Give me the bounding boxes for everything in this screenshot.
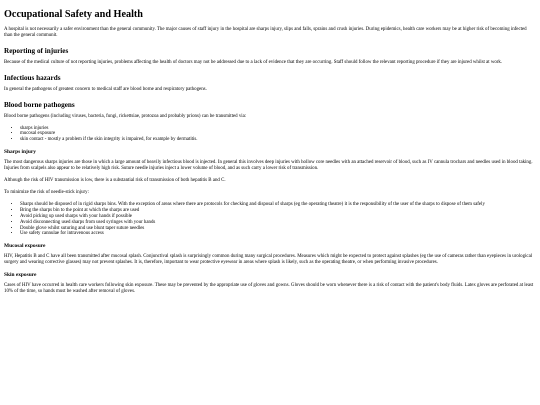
bloodborne-paragraph: Blood borne pathogens (including viruses, bacteria, fungi, rickettsiae, protozoa and probably prions) can be transmitted via: [4,113,247,119]
section-heading-bloodborne: Blood borne pathogens [4,100,75,109]
bloodborne-list [4,126,536,144]
list-item: • Use safety cannulae for intravenous access [20,231,536,237]
list-item: • Avoid picking up used sharps with your hands if possible [20,214,536,220]
skin-paragraph: Cases of HIV have occurred in health care workers following skin exposure. These may be prevented by the appropriate use of gloves and gowns. Gloves should be worn whenever there is a risk of contact with the patient's body fluids. Latex gloves are perforated at least 10% of the time, so hands must be washed after removal of gloves. [4,283,534,295]
sharps-paragraph-2: Although the risk of HIV transmission is low, there is a substantial risk of transmission of both hepatitis B and C. [4,178,226,184]
list-item: • mucosal exposure [20,131,536,137]
list-item: • Avoid disconnecting used sharps from used syringes with your hands [20,220,536,226]
reporting-paragraph: Because of the medical culture of not reporting injuries, problems affecting the health of doctors may not be addressed due to a lack of evidence that they are occurring. Staff should follow the relevant reporting procedure if they are injured whilst at work. [4,59,503,65]
page-title: Occupational Safety and Health [4,9,143,20]
list-item: • Sharps should be disposed of in rigid sharps bins. With the exception of areas where there are protocols for checking and disposal of sharps (eg the operating theatre) it is the responsibility of the user of the sharps to dispose of them safely [20,202,536,208]
intro-paragraph: A hospital is not necessarily a safer environment than the general community. The major causes of staff injury in the hospital are sharps injury, slips and falls, sprains and crush injuries. During epidemics, health care workers may be at higher risk of becoming infected than the general communit. [4,27,527,38]
sharps-list [4,202,536,237]
list-item: • Double glove whilst suturing and use blunt taper suture needles [20,226,536,232]
list-item: • sharps injuries [20,126,536,132]
section-heading-infectious: Infectious hazards [4,73,61,82]
section-heading-reporting: Reporting of injuries [4,46,69,55]
list-item: • skin contact - mostly a problem if the skin integrity is impaired, for example by dermatitis. [20,137,536,143]
subsection-heading-skin: Skin exposure [4,272,37,279]
mucosal-paragraph: HIV, Hepatitis B and C have all been transmitted after mucosal splash. Conjunctival splash is surprisingly common during many surgical procedures. Measures which might be expected to protect against splashes (eg the use of cameras rather than eyepieces in urological surgery and wearing corrective glasses) may not prevent splashes. It is, therefore, important to wear protective eyewear in areas where splash is likely, such as the operating theatre, or when performing invasive procedures. [4,254,533,266]
infectious-paragraph: In general the pathogens of greatest concern to medical staff are blood borne and respiratory pathogens. [4,86,207,92]
subsection-heading-mucosal: Mucosal exposure [4,243,46,250]
sharps-paragraph-3: To minimize the risk of needle-stick injury: [4,189,89,195]
subsection-heading-sharps: Sharps injury [4,149,36,156]
sharps-paragraph-1: The most dangerous sharps injuries are those in which a large amount of heavily infectious blood is injected. In general this involves deep injuries with hollow core needles with an attached reservoir of blood, such as IV cannula trochars and needles used in blood taking. Injuries from scalpels also appear to be relatively high risk. Suture needle injuries inject a lower volume of blood, and as such carry a lower risk of transmission. [4,160,533,172]
list-item: • Bring the sharps bin to the point at which the sharps are used [20,208,536,214]
